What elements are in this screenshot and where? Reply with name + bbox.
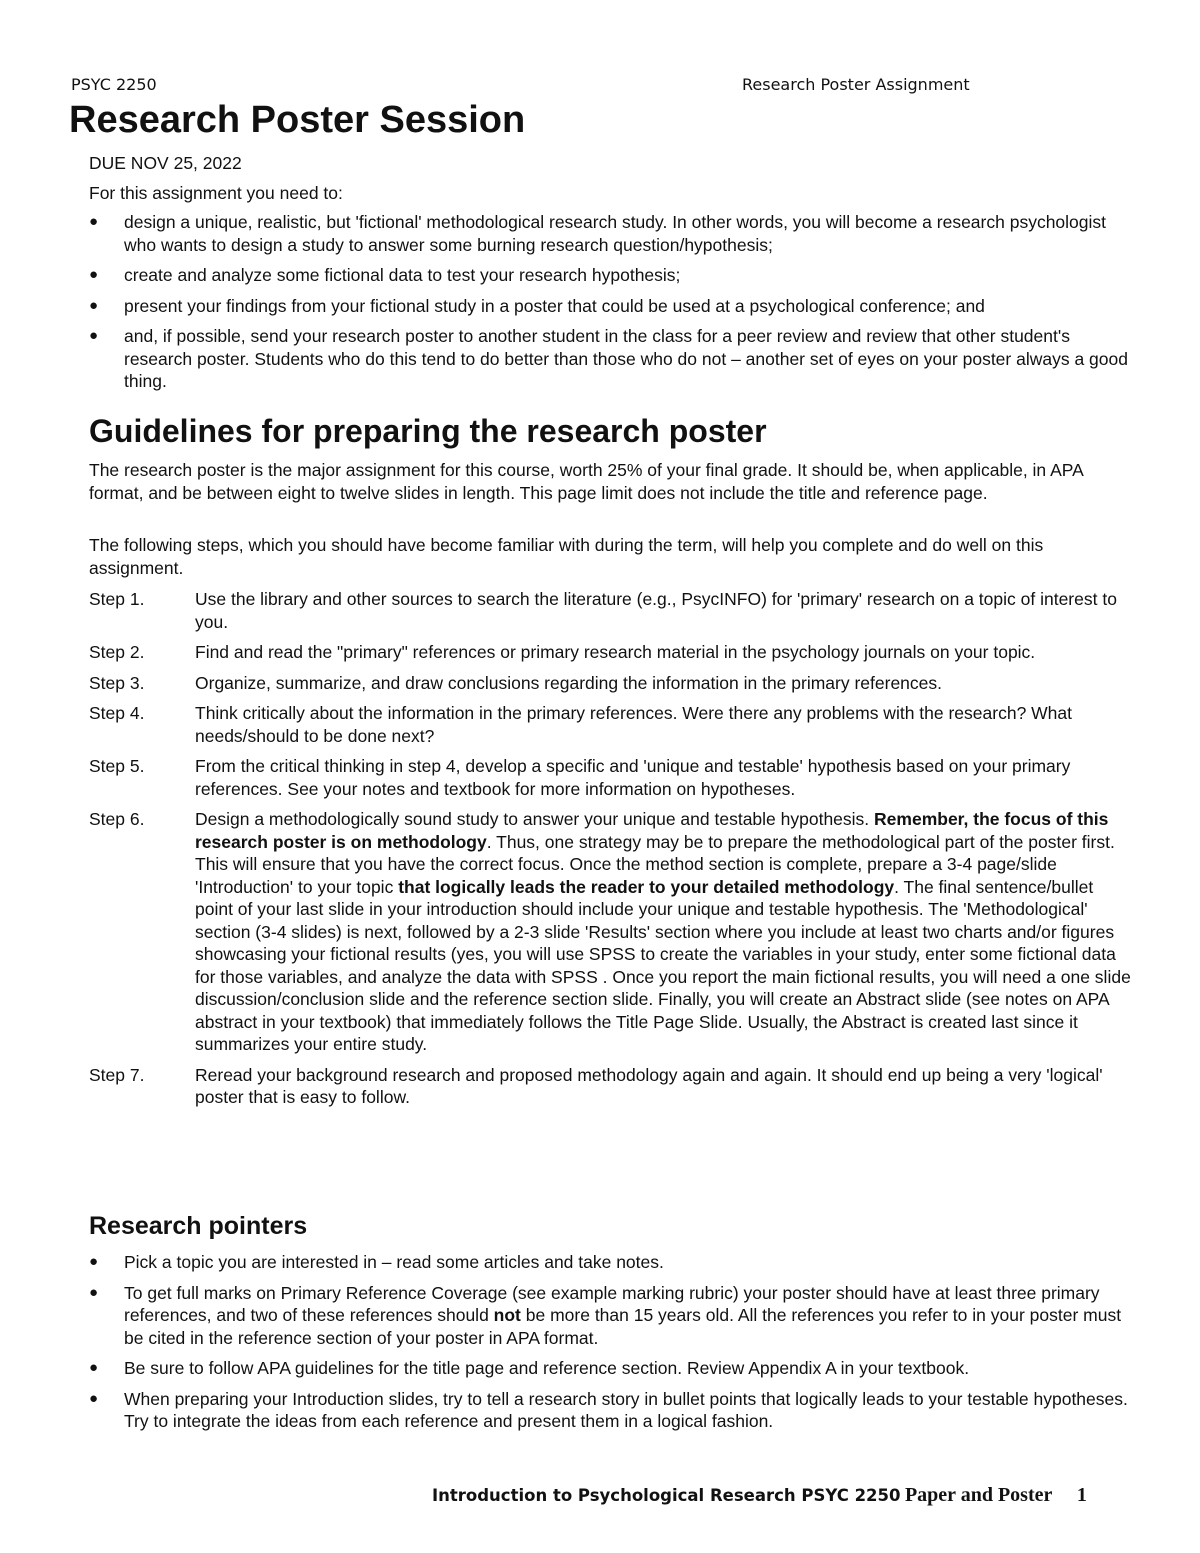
step-item xyxy=(89,641,1134,664)
emphasis-text: that logically leads the reader to your detailed methodology xyxy=(398,876,895,897)
step-item xyxy=(89,808,1134,1056)
step-item xyxy=(89,672,1134,695)
step-text: Organize, summarize, and draw conclusions regarding the information in the primary references. xyxy=(195,672,943,693)
footer-course: Introduction to Psychological Research PSYC 2250 xyxy=(432,1486,901,1505)
step-label: Step 3. xyxy=(89,672,145,693)
step-text: Use the library and other sources to search the literature (e.g., PsycINFO) for 'primary' research on a topic of interest to you. xyxy=(195,589,1117,632)
list-item: ● To get full marks on Primary Reference Coverage (see example marking rubric) your poster should have at least three primary references, and two of these references should not be more than 15 years old. All the references you refer to in your poster must be cited in the reference section of your poster in APA format. xyxy=(89,1282,1122,1348)
page-footer xyxy=(432,1484,1087,1507)
step-item xyxy=(89,755,1134,800)
guidelines-paragraph-2: The following steps, which you should have become familiar with during the term, will help you complete and do well on this assignment. xyxy=(89,535,1044,578)
steps-list xyxy=(89,588,1134,1117)
step-text: Reread your background research and proposed methodology again and again. It should end up being a very 'logical' poster that is easy to follow. xyxy=(195,1064,1103,1107)
bullet-icon: ● xyxy=(89,1359,99,1376)
list-item: ● design a unique, realistic, but 'fictional' methodological research study. In other words, you will become a research psychologist who wants to design a study to answer some burning research question/hypothesis; xyxy=(89,212,1107,255)
intro-text: For this assignment you need to: xyxy=(89,183,343,203)
bullet-icon: ● xyxy=(89,213,99,230)
bullet-icon: ● xyxy=(89,1283,99,1301)
step-label: Step 7. xyxy=(89,1064,145,1085)
step-item xyxy=(89,588,1134,633)
step-label: Step 1. xyxy=(89,589,145,609)
header-course-code: PSYC 2250 xyxy=(71,75,157,94)
step-label: Step 2. xyxy=(89,642,145,662)
step-label: Step 5. xyxy=(89,756,145,776)
page-title: Research Poster Session xyxy=(69,99,526,141)
list-item: ● create and analyze some fictional data to test your research hypothesis; xyxy=(89,265,681,285)
bullet-icon: ● xyxy=(89,327,99,344)
bullet-icon: ● xyxy=(89,296,99,314)
list-item: ● Be sure to follow APA guidelines for the title page and reference section. Review Appendix A in your textbook. xyxy=(89,1358,970,1378)
list-item: ● When preparing your Introduction slides, try to tell a research story in bullet points that logically leads to your testable hypotheses. Try to integrate the ideas from each reference and present them in a logical fashion. xyxy=(89,1388,1128,1431)
list-item: ● present your findings from your fictional study in a poster that could be used at a psychological conference; and xyxy=(89,295,985,316)
step-item xyxy=(89,702,1134,747)
guidelines-paragraph-1: The research poster is the major assignment for this course, worth 25% of your final grade. It should be, when applicable, in APA format, and be between eight to twelve slides in length. This page limit does not include the title and reference page. xyxy=(89,460,1083,503)
task-list xyxy=(89,211,1139,401)
bullet-icon: ● xyxy=(89,1253,99,1270)
list-item: ● and, if possible, send your research poster to another student in the class for a peer review and review that other student's research poster. Students who do this tend to do better than those who do not – another set of eyes on your poster always a good thing. xyxy=(89,326,1128,391)
list-item: ● Pick a topic you are interested in – read some articles and take notes. xyxy=(89,1252,664,1272)
header-assignment-name: Research Poster Assignment xyxy=(742,75,970,94)
step-text: Find and read the "primary" references or primary research material in the psychology journals on your topic. xyxy=(195,642,1036,662)
emphasis-text: Remember, the focus of this research poster is on methodology xyxy=(195,809,1109,852)
bullet-icon: ● xyxy=(89,1389,99,1407)
emphasis-text: not xyxy=(493,1305,521,1325)
footer-suffix: Paper and Poster xyxy=(904,1484,1053,1506)
due-date: DUE NOV 25, 2022 xyxy=(89,153,242,173)
step-text: From the critical thinking in step 4, develop a specific and 'unique and testable' hypothesis based on your primary references. See your notes and textbook for more information on hypotheses. xyxy=(195,756,1071,799)
step-item xyxy=(89,1064,1134,1109)
step-text: Think critically about the information in the primary references. Were there any problems with the research? What needs/should to be done next? xyxy=(195,703,1073,746)
step-label: Step 6. xyxy=(89,809,145,829)
bullet-icon: ● xyxy=(89,266,99,283)
pointers-list xyxy=(89,1251,1139,1441)
guidelines-heading: Guidelines for preparing the research poster xyxy=(89,413,767,449)
research-pointers-heading: Research pointers xyxy=(89,1212,308,1240)
step-text: Design a methodologically sound study to answer your unique and testable hypothesis. Remember, the focus of this research poster is on methodology. Thus, one strategy may be to prepare the methodological part of the poster first. This will ensure that you have the correct focus. Once the method section is complete, prepare a 3-4 page/slide 'Introduction' to your topic that logically leads the reader to your detailed methodology. The final sentence/bullet point of your last slide in your introduction should include your unique and testable hypothesis. The 'Methodological' section (3-4 slides) is next, followed by a 2-3 slide 'Results' section where you include at least two charts and/or figures showcasing your fictional results (yes, you will use SPSS to create the variables in your study, enter some fictional data for those variables, and analyze the data with SPSS . Once you report the main fictional results, you will need a one slide discussion/conclusion slide and the reference section slide. Finally, you will create an Abstract slide (see notes on APA abstract in your textbook) that immediately follows the Title Page Slide. Usually, the Abstract is created last since it summarizes your entire study. xyxy=(195,809,1131,1054)
step-label: Step 4. xyxy=(89,703,145,723)
page-number: 1 xyxy=(1076,1484,1087,1506)
